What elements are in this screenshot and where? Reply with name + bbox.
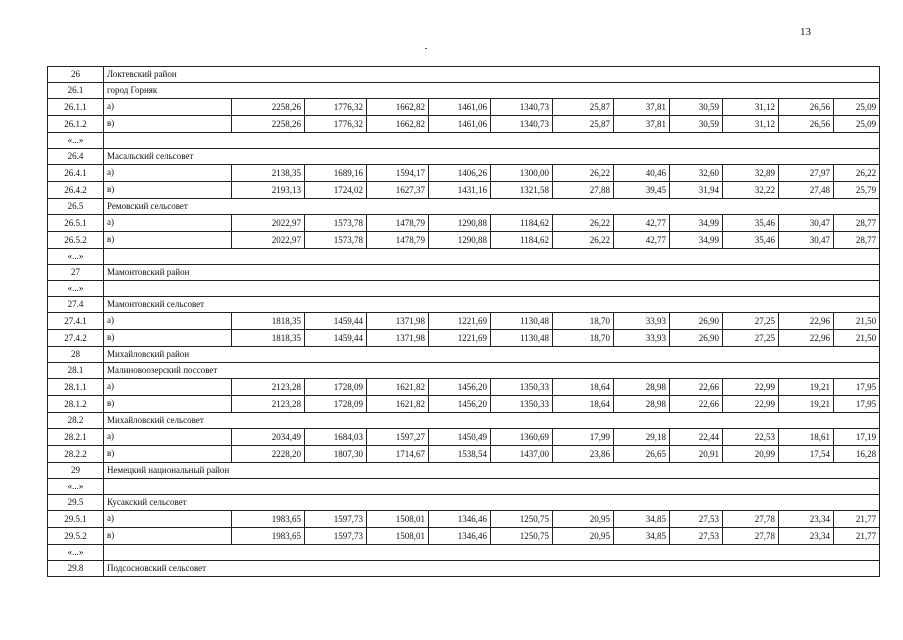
value-cell: 30,47 <box>779 232 834 249</box>
value-cell: 1456,20 <box>429 396 491 413</box>
value-cell: 1300,00 <box>491 165 553 182</box>
section-row <box>48 413 880 429</box>
value-cell: 16,28 <box>834 446 880 463</box>
value-cell: 1776,32 <box>305 99 367 116</box>
value-cell: 1983,65 <box>232 528 305 545</box>
row-code: 28.2 <box>48 413 104 429</box>
row-code: 28 <box>48 347 104 363</box>
value-cell: 27,48 <box>779 182 834 199</box>
option-label: а) <box>104 429 232 446</box>
table-row <box>48 528 880 545</box>
row-code: 29.5.1 <box>48 511 104 528</box>
section-name: Масальский сельсовет <box>104 149 880 165</box>
value-cell: 18,64 <box>553 396 614 413</box>
value-cell: 1221,69 <box>429 330 491 347</box>
row-code: 27.4 <box>48 297 104 313</box>
value-cell: 1478,79 <box>367 215 429 232</box>
value-cell: 22,66 <box>670 396 723 413</box>
value-cell: 31,94 <box>670 182 723 199</box>
value-cell: 2193,13 <box>232 182 305 199</box>
value-cell: 2138,35 <box>232 165 305 182</box>
value-cell: 28,98 <box>614 379 670 396</box>
value-cell: 26,22 <box>553 215 614 232</box>
value-cell: 20,91 <box>670 446 723 463</box>
table-row <box>48 396 880 413</box>
value-cell: 25,79 <box>834 182 880 199</box>
value-cell: 33,93 <box>614 330 670 347</box>
value-cell: 1594,17 <box>367 165 429 182</box>
value-cell: 1130,48 <box>491 313 553 330</box>
value-cell: 1290,88 <box>429 232 491 249</box>
value-cell: 1627,37 <box>367 182 429 199</box>
value-cell: 1573,78 <box>305 215 367 232</box>
value-cell: 17,95 <box>834 379 880 396</box>
continuation-row <box>48 249 880 265</box>
value-cell: 27,25 <box>723 313 779 330</box>
section-row <box>48 347 880 363</box>
option-label: в) <box>104 528 232 545</box>
value-cell: 1776,32 <box>305 116 367 133</box>
row-code: 28.1.1 <box>48 379 104 396</box>
value-cell: 37,81 <box>614 99 670 116</box>
value-cell: 2123,28 <box>232 396 305 413</box>
value-cell: 1360,69 <box>491 429 553 446</box>
section-row <box>48 495 880 511</box>
value-cell: 1818,35 <box>232 330 305 347</box>
value-cell: 37,81 <box>614 116 670 133</box>
row-code: 26 <box>48 67 104 83</box>
value-cell: 26,65 <box>614 446 670 463</box>
section-name: город Горняк <box>104 83 880 99</box>
table-row <box>48 182 880 199</box>
value-cell: 17,54 <box>779 446 834 463</box>
value-cell: 1350,33 <box>491 396 553 413</box>
value-cell: 1478,79 <box>367 232 429 249</box>
value-cell: 20,95 <box>553 528 614 545</box>
value-cell: 21,77 <box>834 511 880 528</box>
row-code: 26.1 <box>48 83 104 99</box>
value-cell: 26,22 <box>553 232 614 249</box>
value-cell: 35,46 <box>723 215 779 232</box>
value-cell: 27,25 <box>723 330 779 347</box>
value-cell: 1621,82 <box>367 379 429 396</box>
value-cell: 1250,75 <box>491 511 553 528</box>
option-label: а) <box>104 165 232 182</box>
value-cell: 1456,20 <box>429 379 491 396</box>
option-label: а) <box>104 379 232 396</box>
empty-cell <box>104 281 880 297</box>
value-cell: 1621,82 <box>367 396 429 413</box>
row-code: 26.4 <box>48 149 104 165</box>
row-code: 28.1 <box>48 363 104 379</box>
value-cell: 1662,82 <box>367 99 429 116</box>
value-cell: 17,95 <box>834 396 880 413</box>
table-row <box>48 165 880 182</box>
value-cell: 19,21 <box>779 379 834 396</box>
value-cell: 27,78 <box>723 511 779 528</box>
row-code: 29.5 <box>48 495 104 511</box>
value-cell: 1406,26 <box>429 165 491 182</box>
value-cell: 1346,46 <box>429 511 491 528</box>
value-cell: 30,59 <box>670 99 723 116</box>
value-cell: 21,77 <box>834 528 880 545</box>
value-cell: 34,85 <box>614 528 670 545</box>
value-cell: 28,98 <box>614 396 670 413</box>
value-cell: 1461,06 <box>429 99 491 116</box>
value-cell: 22,96 <box>779 330 834 347</box>
value-cell: 1431,16 <box>429 182 491 199</box>
value-cell: 28,77 <box>834 215 880 232</box>
value-cell: 1728,09 <box>305 396 367 413</box>
row-code: 26.1.2 <box>48 116 104 133</box>
value-cell: 26,90 <box>670 313 723 330</box>
value-cell: 20,95 <box>553 511 614 528</box>
value-cell: 1437,00 <box>491 446 553 463</box>
value-cell: 1461,06 <box>429 116 491 133</box>
value-cell: 18,70 <box>553 330 614 347</box>
value-cell: 1573,78 <box>305 232 367 249</box>
section-row <box>48 297 880 313</box>
value-cell: 27,53 <box>670 528 723 545</box>
value-cell: 1290,88 <box>429 215 491 232</box>
option-label: в) <box>104 396 232 413</box>
value-cell: 27,78 <box>723 528 779 545</box>
table-row <box>48 330 880 347</box>
page-dot-mark <box>425 48 427 49</box>
value-cell: 26,22 <box>553 165 614 182</box>
row-code: 26.5.2 <box>48 232 104 249</box>
value-cell: 31,12 <box>723 99 779 116</box>
value-cell: 1459,44 <box>305 313 367 330</box>
value-cell: 1728,09 <box>305 379 367 396</box>
table-row <box>48 429 880 446</box>
table-row <box>48 446 880 463</box>
value-cell: 30,59 <box>670 116 723 133</box>
value-cell: 2022,97 <box>232 232 305 249</box>
value-cell: 1130,48 <box>491 330 553 347</box>
option-label: а) <box>104 313 232 330</box>
value-cell: 1597,73 <box>305 511 367 528</box>
value-cell: 1807,30 <box>305 446 367 463</box>
value-cell: 33,93 <box>614 313 670 330</box>
value-cell: 22,44 <box>670 429 723 446</box>
row-code: 27.4.1 <box>48 313 104 330</box>
section-name: Михайловский район <box>104 347 880 363</box>
row-code: 26.5 <box>48 199 104 215</box>
value-cell: 32,89 <box>723 165 779 182</box>
value-cell: 17,19 <box>834 429 880 446</box>
value-cell: 32,22 <box>723 182 779 199</box>
value-cell: 1250,75 <box>491 528 553 545</box>
value-cell: 25,87 <box>553 116 614 133</box>
value-cell: 2258,26 <box>232 99 305 116</box>
row-code: 28.1.2 <box>48 396 104 413</box>
section-name: Мамонтовский район <box>104 265 880 281</box>
value-cell: 1662,82 <box>367 116 429 133</box>
continuation-mark: «...» <box>48 281 104 297</box>
section-row <box>48 265 880 281</box>
table-row <box>48 232 880 249</box>
value-cell: 18,61 <box>779 429 834 446</box>
continuation-row <box>48 545 880 561</box>
value-cell: 1184,62 <box>491 232 553 249</box>
value-cell: 1714,67 <box>367 446 429 463</box>
value-cell: 26,22 <box>834 165 880 182</box>
value-cell: 22,96 <box>779 313 834 330</box>
row-code: 28.2.2 <box>48 446 104 463</box>
section-name: Ремовский сельсовет <box>104 199 880 215</box>
value-cell: 23,34 <box>779 511 834 528</box>
value-cell: 22,99 <box>723 396 779 413</box>
value-cell: 34,99 <box>670 215 723 232</box>
value-cell: 42,77 <box>614 215 670 232</box>
continuation-mark: «...» <box>48 133 104 149</box>
value-cell: 1724,02 <box>305 182 367 199</box>
value-cell: 1689,16 <box>305 165 367 182</box>
value-cell: 2034,49 <box>232 429 305 446</box>
section-name: Локтевский район <box>104 67 880 83</box>
row-code: 26.4.1 <box>48 165 104 182</box>
value-cell: 1508,01 <box>367 528 429 545</box>
continuation-mark: «...» <box>48 545 104 561</box>
page-number: 13 <box>800 26 811 38</box>
value-cell: 1346,46 <box>429 528 491 545</box>
row-code: 26.1.1 <box>48 99 104 116</box>
value-cell: 32,60 <box>670 165 723 182</box>
row-code: 27 <box>48 265 104 281</box>
value-cell: 26,90 <box>670 330 723 347</box>
section-name: Немецкий национальный район <box>104 463 880 479</box>
value-cell: 35,46 <box>723 232 779 249</box>
table-row <box>48 116 880 133</box>
value-cell: 26,56 <box>779 116 834 133</box>
value-cell: 22,66 <box>670 379 723 396</box>
value-cell: 1684,03 <box>305 429 367 446</box>
value-cell: 1450,49 <box>429 429 491 446</box>
value-cell: 34,85 <box>614 511 670 528</box>
value-cell: 2123,28 <box>232 379 305 396</box>
row-code: 29 <box>48 463 104 479</box>
row-code: 26.4.2 <box>48 182 104 199</box>
value-cell: 1459,44 <box>305 330 367 347</box>
section-name: Кусакский сельсовет <box>104 495 880 511</box>
value-cell: 18,64 <box>553 379 614 396</box>
value-cell: 29,18 <box>614 429 670 446</box>
value-cell: 2022,97 <box>232 215 305 232</box>
value-cell: 19,21 <box>779 396 834 413</box>
option-label: а) <box>104 215 232 232</box>
section-row <box>48 149 880 165</box>
value-cell: 1597,27 <box>367 429 429 446</box>
table-row <box>48 379 880 396</box>
empty-cell <box>104 133 880 149</box>
empty-cell <box>104 479 880 495</box>
value-cell: 42,77 <box>614 232 670 249</box>
value-cell: 27,97 <box>779 165 834 182</box>
value-cell: 1321,58 <box>491 182 553 199</box>
value-cell: 25,09 <box>834 116 880 133</box>
option-label: в) <box>104 232 232 249</box>
value-cell: 2228,20 <box>232 446 305 463</box>
value-cell: 1508,01 <box>367 511 429 528</box>
continuation-row <box>48 133 880 149</box>
table-row <box>48 99 880 116</box>
value-cell: 1340,73 <box>491 116 553 133</box>
value-cell: 1983,65 <box>232 511 305 528</box>
value-cell: 1340,73 <box>491 99 553 116</box>
section-row <box>48 363 880 379</box>
value-cell: 1597,73 <box>305 528 367 545</box>
value-cell: 22,99 <box>723 379 779 396</box>
value-cell: 25,09 <box>834 99 880 116</box>
value-cell: 34,99 <box>670 232 723 249</box>
option-label: в) <box>104 182 232 199</box>
value-cell: 1350,33 <box>491 379 553 396</box>
value-cell: 18,70 <box>553 313 614 330</box>
row-code: 27.4.2 <box>48 330 104 347</box>
value-cell: 26,56 <box>779 99 834 116</box>
section-name: Мамонтовский сельсовет <box>104 297 880 313</box>
value-cell: 1184,62 <box>491 215 553 232</box>
option-label: в) <box>104 446 232 463</box>
value-cell: 1371,98 <box>367 313 429 330</box>
value-cell: 21,50 <box>834 313 880 330</box>
option-label: а) <box>104 511 232 528</box>
row-code: 28.2.1 <box>48 429 104 446</box>
row-code: 29.5.2 <box>48 528 104 545</box>
tariff-table <box>47 66 880 577</box>
continuation-row <box>48 479 880 495</box>
value-cell: 28,77 <box>834 232 880 249</box>
value-cell: 1371,98 <box>367 330 429 347</box>
value-cell: 1538,54 <box>429 446 491 463</box>
value-cell: 27,88 <box>553 182 614 199</box>
value-cell: 27,53 <box>670 511 723 528</box>
section-row <box>48 199 880 215</box>
table-body <box>48 67 880 577</box>
table-row <box>48 511 880 528</box>
section-row <box>48 463 880 479</box>
value-cell: 20,99 <box>723 446 779 463</box>
section-name: Подсосновский сельсовет <box>104 561 880 577</box>
table-row <box>48 215 880 232</box>
continuation-row <box>48 281 880 297</box>
value-cell: 30,47 <box>779 215 834 232</box>
value-cell: 31,12 <box>723 116 779 133</box>
value-cell: 22,53 <box>723 429 779 446</box>
empty-cell <box>104 545 880 561</box>
section-name: Малиновоозерский поссовет <box>104 363 880 379</box>
value-cell: 40,46 <box>614 165 670 182</box>
value-cell: 1221,69 <box>429 313 491 330</box>
option-label: в) <box>104 330 232 347</box>
value-cell: 17,99 <box>553 429 614 446</box>
row-code: 26.5.1 <box>48 215 104 232</box>
continuation-mark: «...» <box>48 249 104 265</box>
option-label: а) <box>104 99 232 116</box>
section-row <box>48 83 880 99</box>
value-cell: 21,50 <box>834 330 880 347</box>
section-row <box>48 67 880 83</box>
value-cell: 2258,26 <box>232 116 305 133</box>
continuation-mark: «...» <box>48 479 104 495</box>
value-cell: 23,86 <box>553 446 614 463</box>
section-name: Михайловский сельсовет <box>104 413 880 429</box>
section-row <box>48 561 880 577</box>
row-code: 29.8 <box>48 561 104 577</box>
value-cell: 39,45 <box>614 182 670 199</box>
value-cell: 23,34 <box>779 528 834 545</box>
empty-cell <box>104 249 880 265</box>
option-label: в) <box>104 116 232 133</box>
value-cell: 25,87 <box>553 99 614 116</box>
table-row <box>48 313 880 330</box>
value-cell: 1818,35 <box>232 313 305 330</box>
